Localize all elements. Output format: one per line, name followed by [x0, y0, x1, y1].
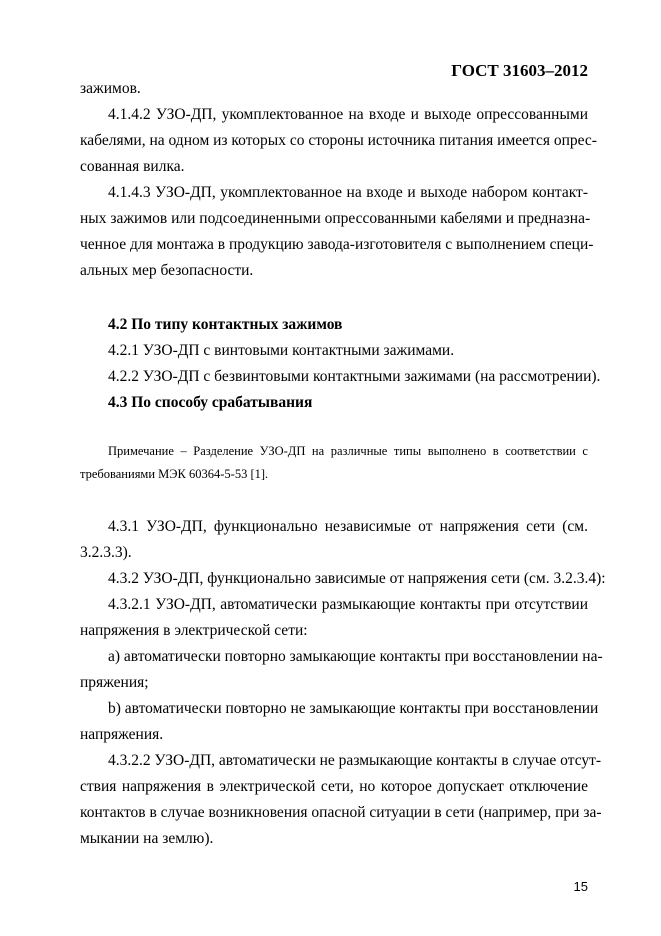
document-body: [80, 76, 606, 852]
paragraph-line: кабелями, на одном из которых со стороны источника питания имеется опрес-: [80, 132, 597, 149]
paragraph-line: контактов в случае возникновения опасной ситуации в сети (например, при за-: [80, 804, 602, 821]
document-code-header: ГОСТ 31603–2012: [451, 61, 588, 80]
paragraph-line: альных мер безопасности.: [80, 262, 254, 279]
paragraph-line: мыкании на землю).: [80, 830, 214, 847]
paragraph-line: 4.1.4.2 УЗО-ДП, укомплектованное на входе и выходе опрессованными: [108, 106, 588, 123]
paragraph-line: сованная вилка.: [80, 158, 185, 175]
paragraph-line: 4.3.2 УЗО-ДП, функционально зависимые от напряжения сети (см. 3.2.3.4):: [108, 570, 606, 587]
list-item-line: пряжения;: [80, 674, 149, 691]
note-line: Примечание – Разделение УЗО-ДП на различные типы выполнено в соответствии с: [108, 444, 588, 458]
paragraph-line: 4.3.2.2 УЗО-ДП, автоматически не размыкающие контакты в случае отсут-: [108, 752, 602, 769]
paragraph-line: 4.1.4.3 УЗО-ДП, укомплектованное на входе и выходе набором контакт-: [108, 184, 588, 201]
spacer: [80, 284, 588, 312]
paragraph-line: 4.3.2.1 УЗО-ДП, автоматически размыкающие контакты при отсутствии: [108, 596, 588, 613]
paragraph-line: 4.2.1 УЗО-ДП с винтовыми контактными зажимами.: [108, 342, 455, 359]
list-item-line: напряжения.: [80, 726, 164, 743]
list-item-line: a) автоматически повторно замыкающие контакты при восстановлении на-: [108, 648, 603, 665]
spacer: [80, 486, 588, 514]
section-heading: 4.2 По типу контактных зажимов: [108, 316, 343, 333]
paragraph-line: 4.2.2 УЗО-ДП с безвинтовыми контактными зажимами (на рассмотрении).: [108, 368, 601, 385]
paragraph-line: 3.2.3.3).: [80, 544, 132, 561]
note-line: требованиями МЭК 60364-5-53 [1].: [80, 467, 269, 481]
paragraph-line: 4.3.1 УЗО-ДП, функционально независимые от напряжения сети (см.: [108, 518, 588, 535]
paragraph-line: ченное для монтажа в продукцию завода-изготовителя с выполнением специ-: [80, 236, 594, 253]
section-heading: 4.3 По способу срабатывания: [108, 394, 313, 411]
paragraph-line: ных зажимов или подсоединенными опрессованными кабелями и предназна-: [80, 210, 591, 227]
list-item-line: b) автоматически повторно не замыкающие контакты при восстановлении: [108, 700, 599, 717]
paragraph-line: напряжения в электрической сети:: [80, 622, 308, 639]
spacer: [80, 416, 588, 440]
paragraph-line: ствия напряжения в электрической сети, но которое допускает отключение: [80, 778, 588, 795]
paragraph-line: зажимов.: [80, 80, 141, 97]
page-number: 15: [573, 879, 588, 894]
